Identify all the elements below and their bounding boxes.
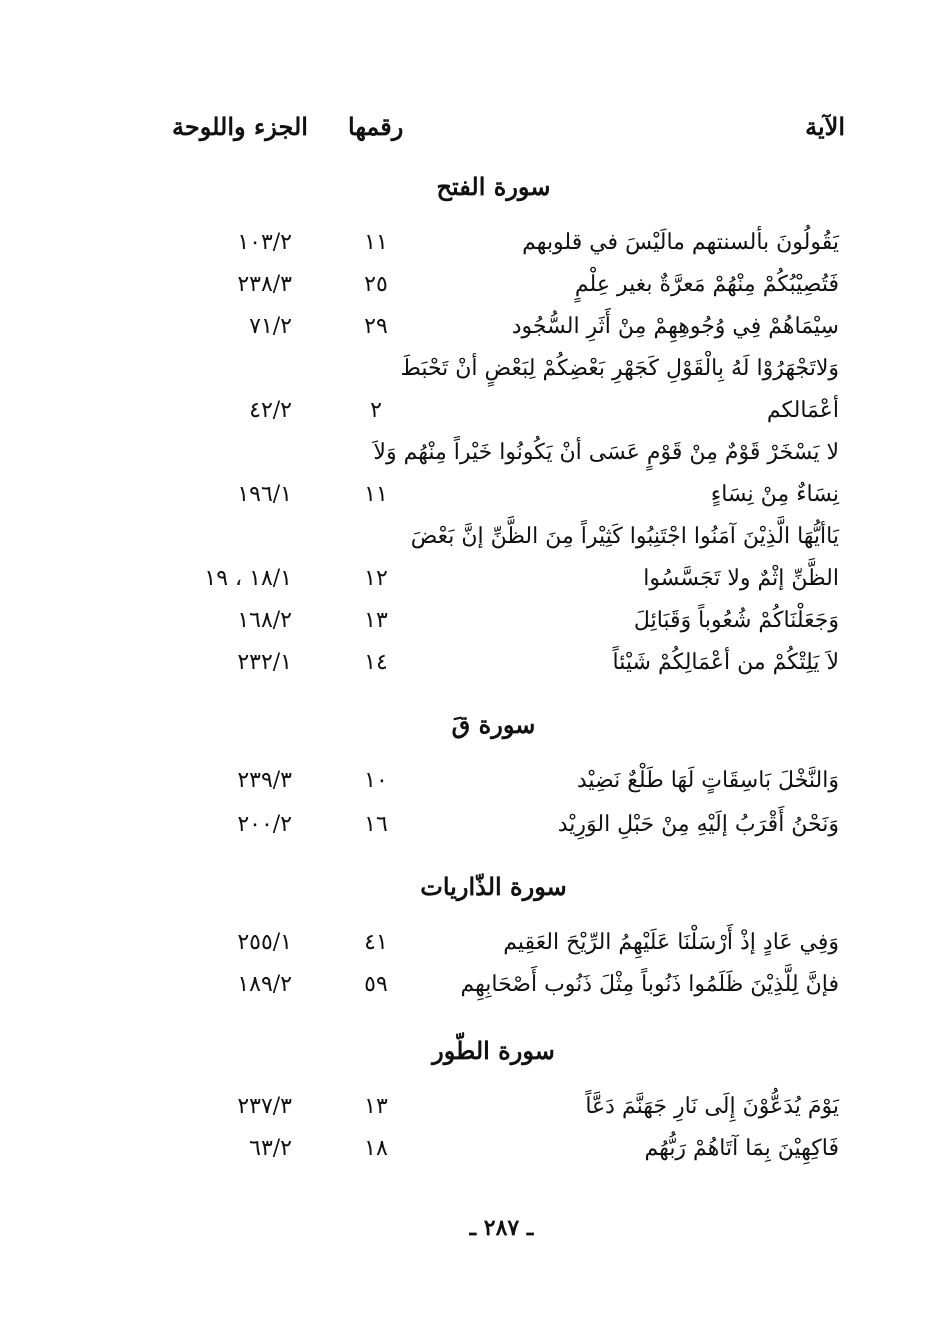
- verse-reference: ٢٣٧/٣: [237, 1094, 292, 1119]
- verse-number: ١٣: [364, 1094, 388, 1119]
- verse-number: ١١: [364, 482, 388, 507]
- verse-text: يَقُولُونَ بألسنتهم مالَيْسَ في قلوبهم: [522, 230, 839, 255]
- verse-text: يَوْمَ يُدَعُّوْنَ إِلَى نَارِ جَهَنَّمَ دَعَّاً: [585, 1094, 839, 1119]
- verse-reference: ١٦٨/٢: [237, 608, 292, 633]
- verse-number: ١٦: [364, 812, 388, 837]
- header-verse: الآية: [805, 112, 845, 141]
- verse-text: وَجَعَلْنَاكُمْ شُعُوباً وَقَبَائِلَ: [633, 608, 839, 633]
- verse-number: ٢٩: [364, 314, 388, 339]
- header-part: الجزء واللوحة: [172, 112, 308, 141]
- page-number: ـ ٢٨٧ ـ: [469, 1215, 534, 1241]
- verse-reference: ٢٣٢/١: [237, 650, 292, 675]
- verse-text: وَلاتَجْهَرُوْا لَهُ بِالْقَوْلِ كَجَهْرِ بَعْضِكُمْ لِبَعْضٍ أنْ تَحْبَطَ: [400, 356, 839, 381]
- verse-reference: ١٠٣/٢: [237, 230, 292, 255]
- verse-reference: ١٨/١ ، ١٩: [204, 566, 292, 591]
- verse-reference: ١٩٦/١: [237, 482, 292, 507]
- verse-reference: ٤٢/٢: [249, 398, 292, 423]
- verse-number: ٢٥: [364, 272, 388, 297]
- verse-reference: ٧١/٢: [249, 314, 292, 339]
- verse-text: لاَ يَلِتْكُمْ من أعْمَالِكُمْ شَيْئاً: [612, 650, 839, 675]
- verse-number: ٢: [370, 398, 382, 423]
- verse-reference: ٦٣/٢: [249, 1136, 292, 1161]
- verse-text: لا يَسْخَرْ قَوْمٌ مِنْ قَوْمٍ عَسَى أنْ يَكُونُوا خَيْراً مِنْهُم وَلاَ: [373, 440, 839, 465]
- verse-number: ١٠: [364, 768, 388, 793]
- verse-reference: ٢٥٥/١: [237, 930, 292, 955]
- verse-reference: ٢٠٠/٢: [237, 812, 292, 837]
- verse-text: فَتُصِيْبُكُمْ مِنْهُمْ مَعرَّةٌ بغير عِلْمٍ: [574, 272, 839, 297]
- verse-text-continued: الظَّنِّ إثْمٌ ولا تَجَسَّسُوا: [643, 566, 839, 591]
- verse-number: ١١: [364, 230, 388, 255]
- verse-text: فَاكِهِيْنَ بِمَا آتَاهُمْ رَبُّهُم: [644, 1136, 839, 1161]
- verse-number: ١٢: [364, 566, 388, 591]
- verse-text-continued: أعْمَالكم: [766, 398, 839, 423]
- verse-number: ١٤: [364, 650, 388, 675]
- verse-text-continued: نِسَاءٌ مِنْ نِسَاءٍ: [710, 482, 839, 507]
- verse-text: يَاأيُّهَا الَّذِيْنَ آمَنُوا اجْتَنِبُوا كَثِيْراً مِنَ الظَّنِّ إنَّ بَعْضَ: [410, 524, 839, 549]
- surah-title: سورة الذّاريات: [420, 872, 567, 901]
- verse-reference: ٢٣٩/٣: [237, 768, 292, 793]
- verse-text: فإنَّ لِلَّذِيْنَ ظَلَمُوا ذَنُوباً مِثْلَ ذَنُوب أَصْحَابِهِم: [460, 972, 839, 997]
- surah-title: سورة الطّور: [432, 1036, 555, 1065]
- surah-title: سورة الفتح: [436, 172, 551, 201]
- verse-text: وَنَحْنُ أَقْرَبُ إلَيْهِ مِنْ حَبْلِ الوَرِيْد: [557, 812, 839, 837]
- verse-text: وَالنَّخْلَ بَاسِقَاتٍ لَهَا طَلْعٌ نَضِيْد: [576, 768, 839, 793]
- header-number: رقمها: [348, 112, 404, 141]
- verse-number: ١٨: [364, 1136, 388, 1161]
- verse-reference: ١٨٩/٢: [237, 972, 292, 997]
- verse-number: ١٣: [364, 608, 388, 633]
- verse-reference: ٢٣٨/٣: [237, 272, 292, 297]
- verse-text: وَفِي عَادٍ إذْ أَرْسَلْنَا عَلَيْهِمُ الرِّيْحَ العَقِيم: [503, 930, 839, 955]
- surah-title: سورة قَ: [451, 710, 536, 739]
- verse-number: ٤١: [364, 930, 388, 955]
- column-header: [0, 112, 947, 152]
- verse-text: سِيْمَاهُمْ فِي وُجُوهِهِمْ مِنْ أَثَرِ السُّجُود: [511, 314, 839, 339]
- verse-number: ٥٩: [364, 972, 388, 997]
